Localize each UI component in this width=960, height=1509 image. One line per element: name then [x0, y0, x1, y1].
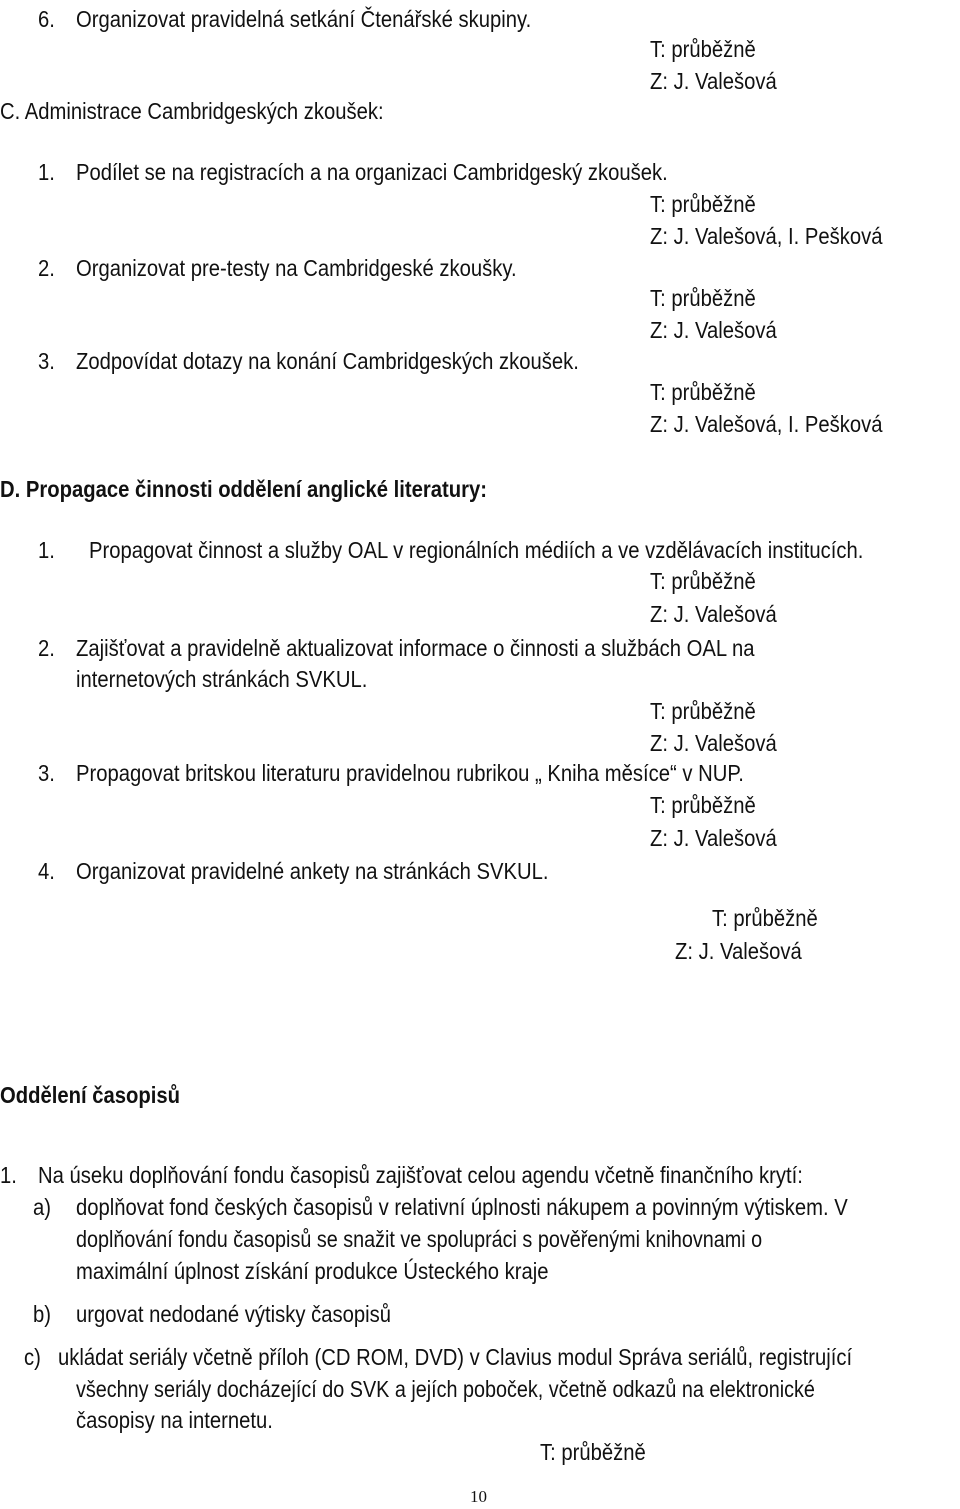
section-heading: Oddělení časopisů: [0, 1082, 180, 1108]
section-heading: D. Propagace činnosti oddělení anglické literatury:: [0, 476, 488, 502]
responsible-label: Z: J. Valešová, I. Pešková: [650, 411, 883, 437]
term-label: T: průběžně: [650, 379, 756, 405]
list-item-text-continued: internetových stránkách SVKUL.: [76, 666, 368, 692]
list-number: 6.: [38, 6, 55, 32]
list-item-text: Organizovat pravidelné ankety na stránkách SVKUL.: [76, 858, 549, 884]
sub-item-text: doplňovat fond českých časopisů v relativní úplnosti nákupem a povinným výtiskem. V: [76, 1194, 848, 1220]
list-item-text: Propagovat britskou literaturu pravidelnou rubrikou „ Kniha měsíce“ v NUP.: [76, 760, 744, 786]
sub-item-label: a): [33, 1194, 51, 1220]
list-number: 2.: [38, 255, 55, 281]
term-label: T: průběžně: [650, 568, 756, 594]
term-label: T: průběžně: [650, 285, 756, 311]
list-number: 3.: [38, 348, 55, 374]
list-number: 4.: [38, 858, 55, 884]
list-item-text: Podílet se na registracích a na organizaci Cambridgeský zkoušek.: [76, 159, 668, 185]
responsible-label: Z: J. Valešová: [650, 601, 777, 627]
term-label: T: průběžně: [540, 1439, 646, 1465]
sub-item-text: ukládat seriály včetně příloh (CD ROM, DVD) v Clavius modul Správa seriálů, registrující: [58, 1344, 853, 1370]
list-number: 1.: [0, 1162, 17, 1188]
list-item-text: Zodpovídat dotazy na konání Cambridgeských zkoušek.: [76, 348, 579, 374]
sub-item-label: b): [33, 1301, 51, 1327]
responsible-label: Z: J. Valešová: [650, 68, 777, 94]
list-item-text: Organizovat pravidelná setkání Čtenářské skupiny.: [76, 6, 532, 32]
list-item-text: Organizovat pre-testy na Cambridgeské zkoušky.: [76, 255, 517, 281]
page-number: 10: [470, 1487, 487, 1506]
list-item-text: Na úseku doplňování fondu časopisů zajišťovat celou agendu včetně finančního krytí:: [38, 1162, 803, 1188]
sub-item-text: časopisy na internetu.: [76, 1407, 273, 1433]
section-heading: C. Administrace Cambridgeských zkoušek:: [0, 98, 384, 124]
responsible-label: Z: J. Valešová: [650, 825, 777, 851]
sub-item-text: všechny seriály docházející do SVK a jejích poboček, včetně odkazů na elektronické: [76, 1376, 815, 1402]
list-number: 3.: [38, 760, 55, 786]
term-label: T: průběžně: [650, 792, 756, 818]
list-item-text: Zajišťovat a pravidelně aktualizovat informace o činnosti a službách OAL na: [76, 635, 755, 661]
sub-item-text: maximální úplnost získání produkce Ústeckého kraje: [76, 1258, 549, 1284]
list-number: 1.: [38, 537, 55, 563]
list-number: 2.: [38, 635, 55, 661]
list-number: 1.: [38, 159, 55, 185]
sub-item-text: doplňování fondu časopisů se snažit ve spolupráci s pověřenými knihovnami o: [76, 1226, 763, 1252]
term-label: T: průběžně: [650, 191, 756, 217]
responsible-label: Z: J. Valešová: [675, 938, 802, 964]
term-label: T: průběžně: [650, 698, 756, 724]
list-item-text: Propagovat činnost a služby OAL v regionálních médiích a ve vzdělávacích institucích.: [89, 537, 864, 563]
term-label: T: průběžně: [650, 36, 756, 62]
responsible-label: Z: J. Valešová: [650, 730, 777, 756]
sub-item-text: urgovat nedodané výtisky časopisů: [76, 1301, 392, 1327]
sub-item-label: c): [24, 1344, 41, 1370]
term-label: T: průběžně: [712, 905, 818, 931]
responsible-label: Z: J. Valešová, I. Pešková: [650, 223, 883, 249]
responsible-label: Z: J. Valešová: [650, 317, 777, 343]
